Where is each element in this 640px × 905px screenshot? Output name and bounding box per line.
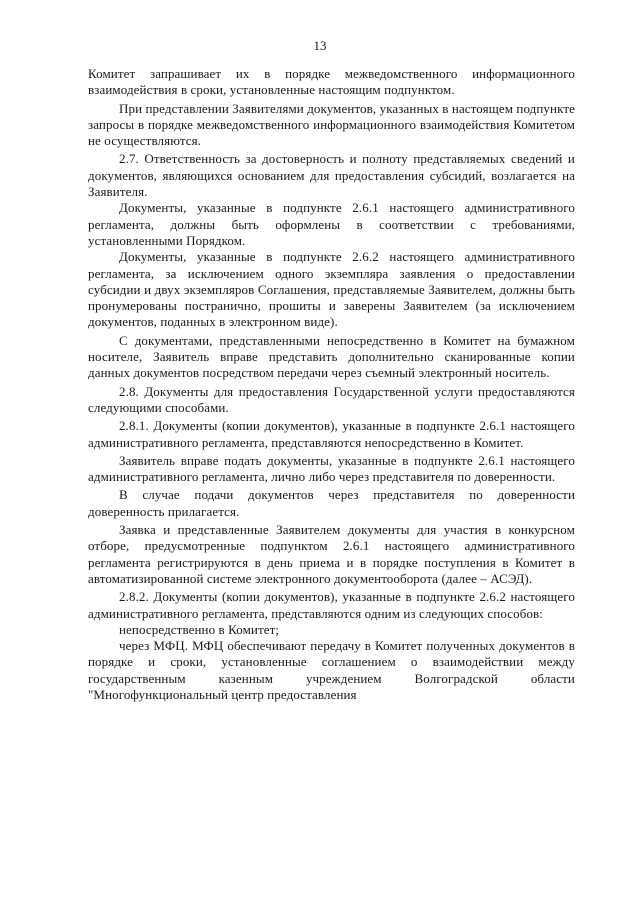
paragraph-9: Заявитель вправе подать документы, указанные в подпункте 2.6.1 настоящего административного регламента, лично либо через представителя по доверенности.	[88, 452, 575, 485]
paragraph-3: 2.7. Ответственность за достоверность и полноту представляемых сведений и документов, являющихся основанием для предоставления субсидий, возлагается на Заявителя.	[88, 151, 575, 200]
paragraph-1: Комитет запрашивает их в порядке межведомственного информационного взаимодействия в сроки, установленные настоящим подпунктом.	[88, 66, 575, 98]
paragraph-2: При представлении Заявителями документов, указанных в настоящем подпункте запросы в порядке межведомственного информационного взаимодействия Комитетом не осуществляются.	[88, 100, 575, 149]
page-number: 13	[313, 38, 327, 53]
paragraph-13: непосредственно в Комитет;	[119, 621, 280, 637]
document-body	[88, 66, 575, 703]
paragraph-12: 2.8.2. Документы (копии документов), указанные в подпункте 2.6.2 настоящего административного регламента, представляются одним из следующих способов:	[88, 589, 575, 621]
paragraph-11: Заявка и представленные Заявителем документы для участия в конкурсном отборе, предусмотренные подпунктом 2.6.1 настоящего административного регламента регистрируются в день приема и в порядке поступления в Комитет в автоматизированной системе электронного документооборота (далее – АСЭД).	[88, 522, 575, 586]
paragraph-8: 2.8.1. Документы (копии документов), указанные в подпункте 2.6.1 настоящего административного регламента, представляются непосредственно в Комитет.	[88, 418, 575, 450]
paragraph-5: Документы, указанные в подпункте 2.6.2 настоящего административного регламента, за исключением одного экземпляра заявления о предоставлении субсидии и двух экземпляров Соглашения, представляемые Заявителем, должны быть пронумерованы постранично, прошиты и заверены Заявителем (за исключением документов, поданных в электронном виде).	[88, 249, 575, 330]
paragraph-6: С документами, представленными непосредственно в Комитет на бумажном носителе, Заявитель вправе представить дополнительно сканированные копии данных документов посредством передачи через съемный электронный носитель.	[88, 332, 575, 381]
paragraph-10: В случае подачи документов через представителя по доверенности доверенность прилагается.	[88, 487, 575, 519]
paragraph-14: через МФЦ. МФЦ обеспечивают передачу в Комитет полученных документов в порядке и сроки, установленные соглашением о взаимодействии между государственным казенным учреждением Волгоградской области "Многофункциональный центр предоставления	[88, 638, 575, 702]
paragraph-7: 2.8. Документы для предоставления Государственной услуги предоставляются следующими способами.	[88, 383, 575, 415]
paragraph-4: Документы, указанные в подпункте 2.6.1 настоящего административного регламента, должны быть оформлены в соответствии с требованиями, установленными Порядком.	[88, 200, 575, 248]
